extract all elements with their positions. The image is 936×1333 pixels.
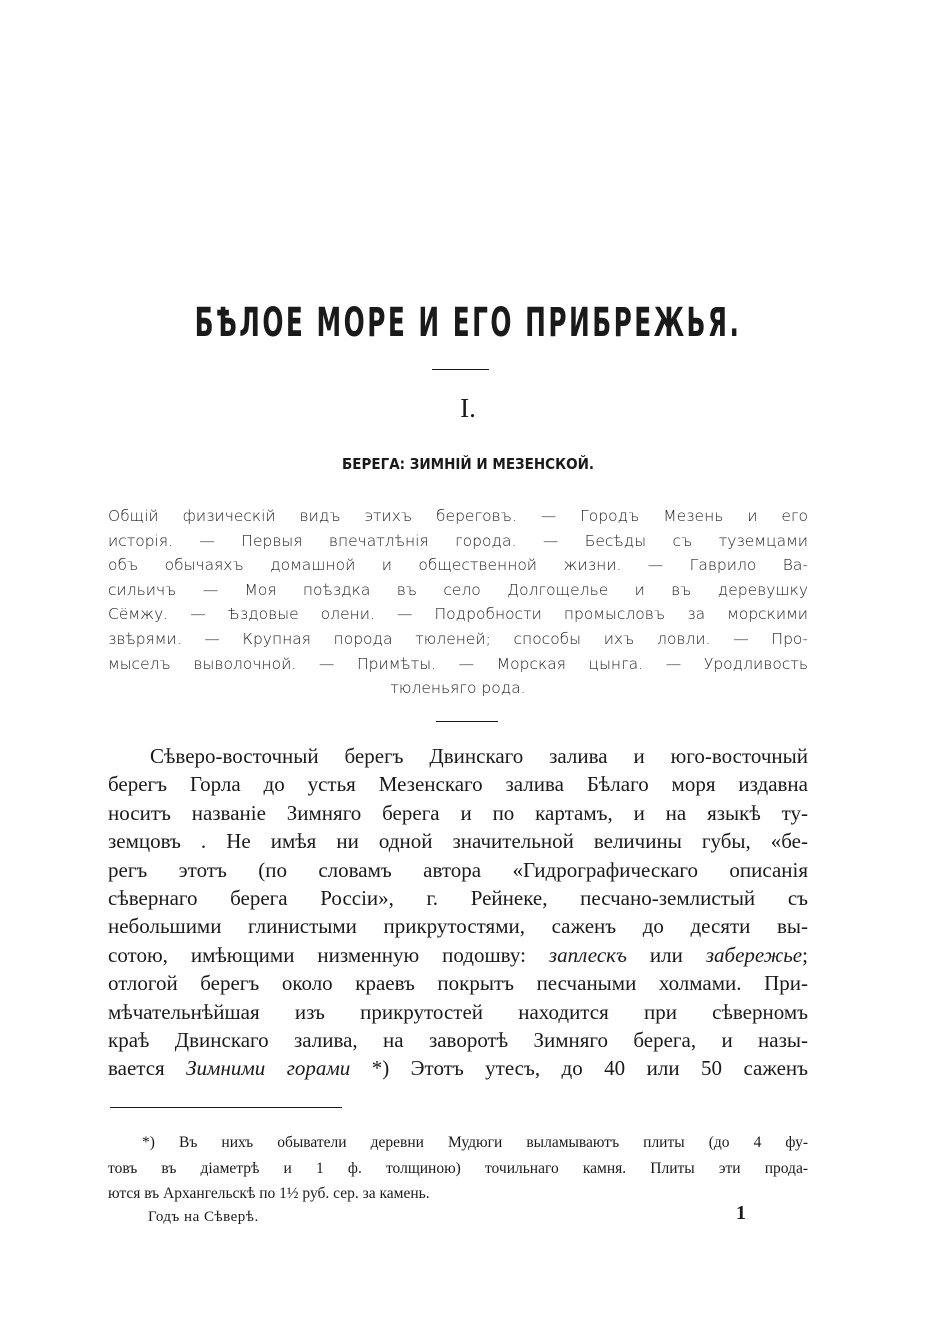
summary-line: сильичъ — Моя поѣздка въ село Долгощелье и въ деревушку xyxy=(108,580,808,599)
body-text xyxy=(108,742,808,1083)
summary-line: звѣрями. — Крупная порода тюленей; способы ихъ ловли. — Про- xyxy=(108,629,808,648)
footer-book-title: Годъ на Сѣверѣ. xyxy=(148,1209,259,1225)
body-line xyxy=(108,1054,808,1082)
title-divider xyxy=(432,369,489,370)
footnote-line: ются въ Архангельскѣ по 1½ руб. сер. за камень. xyxy=(108,1185,430,1202)
summary-line: исторія. — Первыя впечатлѣнія города. — Бесѣды съ туземцами xyxy=(108,531,808,550)
body-text-run: ; xyxy=(802,942,808,967)
summary-line: Общій физическій видъ этихъ береговъ. — Городъ Мезень и его xyxy=(108,507,808,525)
chapter-title: БЕРЕГА: ЗИМНІЙ И МЕЗЕНСКОЙ. xyxy=(341,455,595,473)
body-line: регъ этотъ (по словамъ автора «Гидрографическаго описанія xyxy=(108,857,808,882)
footnote-line: товъ въ діаметрѣ и 1 ф. толщиною) точильнаго камня. Плиты эти прода- xyxy=(108,1159,808,1177)
body-text-run: или xyxy=(626,942,706,967)
summary-line: объ обычаяхъ домашной и общественной жизни. — Гаврило Ва- xyxy=(108,556,808,575)
chapter-number: I. xyxy=(460,393,476,423)
italic-term-zimnie-gory: Зимними горами xyxy=(186,1056,351,1081)
body-line: краѣ Двинскаго залива, на заворотѣ Зимняго берега, и назы- xyxy=(108,1028,808,1053)
page-number: 1 xyxy=(736,1202,746,1224)
summary-line: Сёмжу. — Ѣздовые олени. — Подробности промысловъ за морскими xyxy=(108,605,808,624)
body-line: земцовъ . Не имѣя ни одной значительной величины губы, «бе- xyxy=(108,829,808,854)
body-line: отлогой берегъ около краевъ покрытъ песчаными холмами. При- xyxy=(108,971,808,996)
body-line: небольшими глинистыми прикрутостями, саженъ до десяти вы- xyxy=(108,914,808,939)
body-line: мѣчательнѣйшая изъ прикрутостей находится при сѣверномъ xyxy=(108,999,808,1024)
footnote xyxy=(108,1130,808,1207)
body-line: носитъ названіе Зимняго берега и по картамъ, и на языкѣ ту- xyxy=(108,800,808,825)
italic-term-zapleskъ: заплескъ xyxy=(548,942,627,967)
body-line: сѣвернаго берега Россіи», г. Рейнеке, песчано-землистый съ xyxy=(108,886,808,911)
chapter-summary xyxy=(108,504,808,701)
body-text-run: *) Этотъ утесъ, до 40 или 50 саженъ xyxy=(350,1056,808,1081)
body-line: берегъ Горла до устья Мезенскаго залива Бѣлаго моря издавна xyxy=(108,772,808,797)
summary-line: мыселъ выволочной. — Примѣты. — Морская цынга. — Уродливость xyxy=(108,654,808,673)
body-line xyxy=(108,941,808,969)
body-text-run: сотою, имѣющими низменную подошву: xyxy=(108,942,549,967)
italic-term-zaberezhye: забережье xyxy=(705,942,803,967)
footnote-line: *) Въ нихъ обыватели деревни Мудюги выламываютъ плиты (до 4 фу- xyxy=(142,1134,808,1151)
body-line: Сѣверо-восточный берегъ Двинскаго залива и юго-восточный xyxy=(150,744,808,768)
summary-divider xyxy=(436,721,498,722)
body-text-run: вается xyxy=(108,1056,187,1081)
summary-line: тюленьяго рода. xyxy=(390,679,526,698)
footnote-divider xyxy=(110,1107,342,1108)
main-title: БѢЛОЕ МОРЕ И ЕГО ПРИБРЕЖЬЯ. xyxy=(194,300,742,346)
